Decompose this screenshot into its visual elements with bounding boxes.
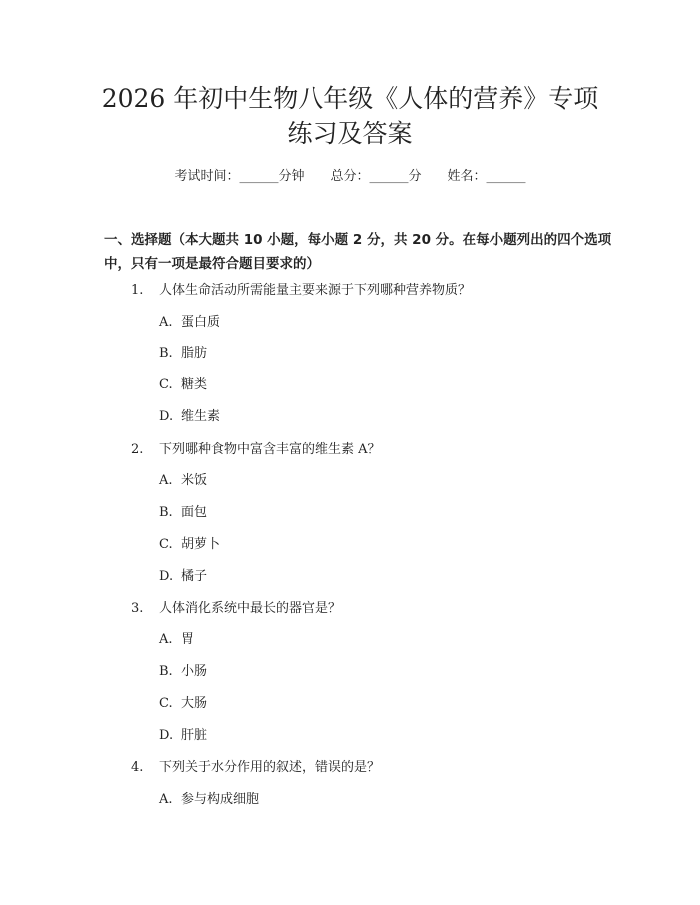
option-text: 面包	[181, 505, 208, 520]
option-letter: A.	[159, 632, 173, 647]
option-text: 胡萝卜	[181, 537, 221, 552]
question-text: 下列关于水分作用的叙述，错误的是？	[159, 760, 381, 775]
question-number: 4.	[131, 760, 144, 775]
document-title-line-2: 练习及答案	[287, 119, 413, 148]
question-3-option-a	[159, 631, 194, 649]
question-text: 人体消化系统中最长的器官是？	[159, 601, 342, 616]
option-text: 蛋白质	[181, 315, 221, 330]
question-1	[131, 282, 471, 300]
question-3-option-c	[159, 695, 207, 713]
question-text: 人体生命活动所需能量主要来源于下列哪种营养物质？	[159, 283, 472, 298]
exam-meta	[0, 168, 700, 186]
option-letter: A.	[159, 315, 173, 330]
question-3-option-b	[159, 663, 207, 681]
option-letter: B.	[159, 505, 173, 520]
question-number: 1.	[131, 283, 144, 298]
option-letter: D.	[159, 569, 174, 584]
question-1-option-a	[159, 314, 220, 332]
option-letter: A.	[159, 473, 173, 488]
option-letter: D.	[159, 728, 174, 743]
question-2-option-a	[159, 472, 207, 490]
option-letter: B.	[159, 346, 173, 361]
question-3	[131, 600, 341, 618]
option-text: 小肠	[181, 664, 208, 679]
question-2-option-c	[159, 536, 220, 554]
option-text: 大肠	[181, 696, 208, 711]
option-letter: C.	[159, 537, 173, 552]
question-4	[131, 759, 380, 777]
option-text: 肝脏	[181, 728, 208, 743]
exam-time-field: 考试时间：______分钟	[174, 169, 305, 184]
option-letter: A.	[159, 792, 173, 807]
option-text: 米饭	[181, 473, 208, 488]
option-letter: C.	[159, 696, 173, 711]
question-2-option-d	[159, 568, 207, 586]
question-1-option-d	[159, 408, 220, 426]
option-text: 参与构成细胞	[181, 792, 260, 807]
section-heading: 一、选择题（本大题共 10 小题，每小题 2 分，共 20 分。在每小题列出的四个选项中，只有一项是最符合题目要求的）	[104, 232, 612, 272]
option-text: 糖类	[181, 377, 208, 392]
question-1-option-b	[159, 345, 207, 363]
option-letter: C.	[159, 377, 173, 392]
question-2	[131, 441, 381, 459]
option-text: 维生素	[181, 409, 221, 424]
option-text: 胃	[181, 632, 195, 647]
option-letter: D.	[159, 409, 174, 424]
question-4-option-a	[159, 791, 259, 809]
question-3-option-d	[159, 727, 207, 745]
student-name-field: 姓名：______	[447, 169, 526, 184]
option-text: 脂肪	[181, 346, 208, 361]
question-number: 2.	[131, 442, 144, 457]
option-text: 橘子	[181, 569, 208, 584]
document-title-line-1: 2026 年初中生物八年级《人体的营养》专项	[101, 84, 599, 113]
total-score-field: 总分：______分	[330, 169, 422, 184]
question-text: 下列哪种食物中富含丰富的维生素 A？	[159, 442, 381, 457]
option-letter: B.	[159, 664, 173, 679]
question-2-option-b	[159, 504, 207, 522]
question-number: 3.	[131, 601, 144, 616]
question-1-option-c	[159, 376, 207, 394]
